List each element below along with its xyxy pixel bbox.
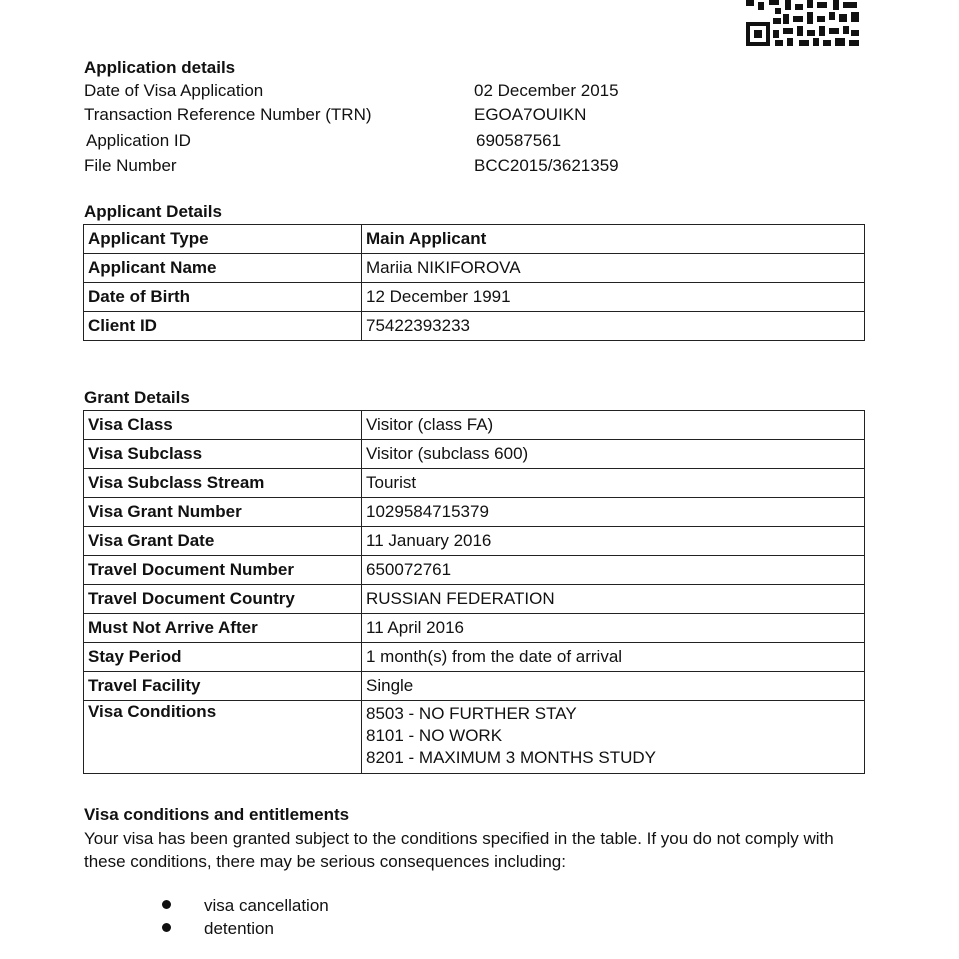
consequence-text: visa cancellation [204,896,329,915]
travel-facility-label: Travel Facility [84,672,362,701]
visa-grant-date-label: Visa Grant Date [84,527,362,556]
visa-grant-number-label: Visa Grant Number [84,498,362,527]
date-of-birth-label: Date of Birth [84,283,362,312]
visa-grant-date-value: 11 January 2016 [362,527,865,556]
grant-details-table [83,410,865,774]
must-not-arrive-after-value: 11 April 2016 [362,614,865,643]
applicant-name-value: Mariia NIKIFOROVA [362,254,865,283]
visa-condition-item: 8503 - NO FURTHER STAY [366,704,577,723]
grant-details-title: Grant Details [84,388,190,407]
visa-subclass-stream-value: Tourist [362,469,865,498]
stay-period-value: 1 month(s) from the date of arrival [362,643,865,672]
visa-conditions-value [362,701,865,774]
applicant-type-label: Applicant Type [84,225,362,254]
travel-document-number-label: Travel Document Number [84,556,362,585]
travel-document-country-value: RUSSIAN FEDERATION [362,585,865,614]
entitlements-title: Visa conditions and entitlements [84,805,350,824]
application-id-label: Application ID [86,131,191,150]
visa-class-label: Visa Class [84,411,362,440]
qr-code-icon [745,0,861,48]
stay-period-label: Stay Period [84,643,362,672]
travel-document-number-value: 650072761 [362,556,865,585]
trn-label: Transaction Reference Number (TRN) [84,105,372,124]
bullet-icon [162,900,171,909]
date-of-visa-application-value: 02 December 2015 [474,81,619,100]
bullet-icon [162,923,171,932]
client-id-label: Client ID [84,312,362,341]
application-id-value: 690587561 [476,131,562,150]
date-of-visa-application-label: Date of Visa Application [84,81,264,100]
entitlements-paragraph: Your visa has been granted subject to the conditions specified in the table. If you do not comply with these conditions, there may be serious consequences including: [84,829,834,871]
visa-subclass-value: Visitor (subclass 600) [362,440,865,469]
list-item [160,917,329,940]
visa-subclass-label: Visa Subclass [84,440,362,469]
table-row [84,614,865,643]
table-row [84,556,865,585]
table-row [84,411,865,440]
table-row [84,672,865,701]
travel-document-country-label: Travel Document Country [84,585,362,614]
table-row [84,585,865,614]
applicant-type-value: Main Applicant [362,225,865,254]
table-row [84,225,865,254]
visa-class-value: Visitor (class FA) [362,411,865,440]
table-row [84,254,865,283]
file-number-value: BCC2015/3621359 [474,156,619,175]
client-id-value: 75422393233 [362,312,865,341]
application-details-title: Application details [84,58,236,77]
list-item [160,894,329,917]
visa-grant-number-value: 1029584715379 [362,498,865,527]
trn-value: EGOA7OUIKN [474,105,587,124]
visa-condition-item: 8201 - MAXIMUM 3 MONTHS STUDY [366,748,656,767]
date-of-birth-value: 12 December 1991 [362,283,865,312]
table-row [84,312,865,341]
consequence-text: detention [204,919,274,938]
visa-condition-item: 8101 - NO WORK [366,726,503,745]
table-row [84,643,865,672]
visa-conditions-label: Visa Conditions [84,701,362,774]
table-row [84,469,865,498]
visa-subclass-stream-label: Visa Subclass Stream [84,469,362,498]
travel-facility-value: Single [362,672,865,701]
file-number-label: File Number [84,156,177,175]
table-row [84,283,865,312]
consequences-list [160,894,329,940]
table-row [84,440,865,469]
applicant-name-label: Applicant Name [84,254,362,283]
applicant-details-title: Applicant Details [84,202,222,221]
must-not-arrive-after-label: Must Not Arrive After [84,614,362,643]
table-row [84,498,865,527]
table-row [84,527,865,556]
applicant-details-table [83,224,865,341]
table-row [84,701,865,774]
